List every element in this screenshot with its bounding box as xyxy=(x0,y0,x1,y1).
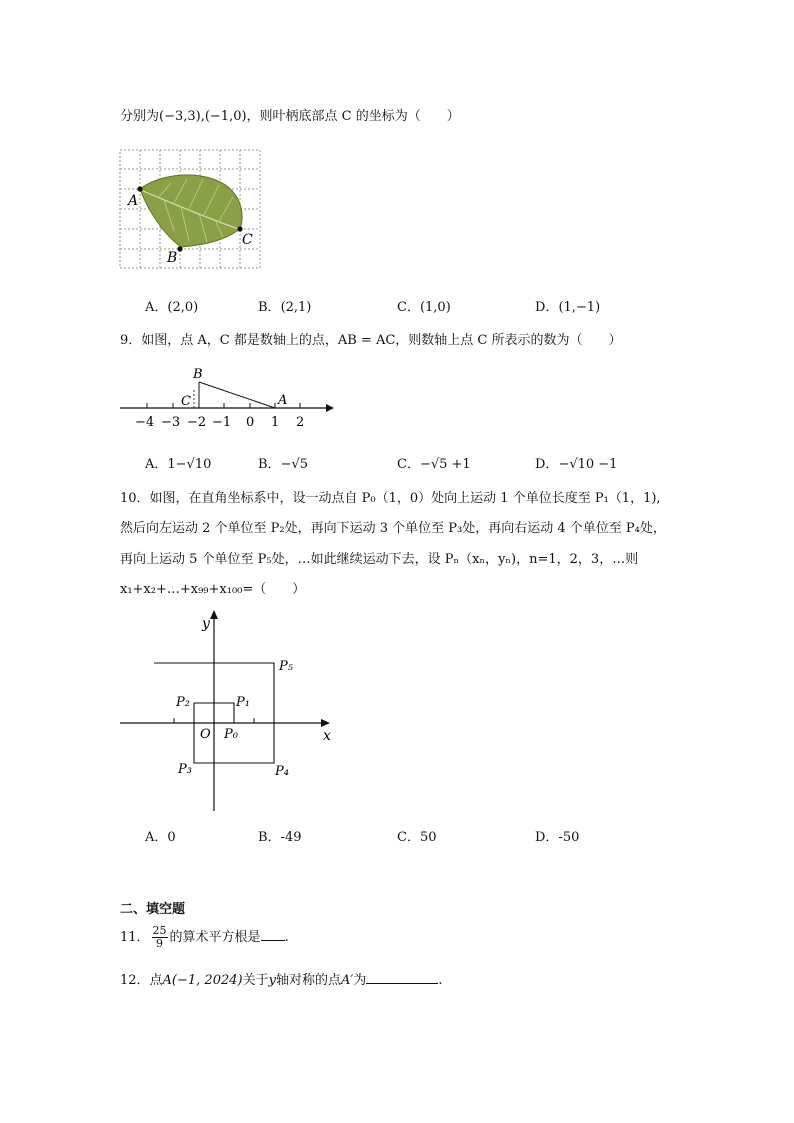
q11-answer-blank[interactable] xyxy=(261,940,285,941)
q9-stem: 9．如图，点 A，C 都是数轴上的点，AB = AC，则数轴上点 C 所表示的数为（ ） xyxy=(120,333,622,348)
tick-label: −3 xyxy=(161,415,181,430)
label-origin: O xyxy=(200,727,211,742)
point-b xyxy=(177,246,182,251)
tick-label: −1 xyxy=(212,415,232,430)
tick-label: 2 xyxy=(296,415,305,430)
q9-option-a[interactable]: A．1−√10 xyxy=(145,457,212,472)
label-a: A xyxy=(128,193,139,209)
q8-option-c[interactable]: C．(1,0) xyxy=(397,300,451,315)
label-b: B xyxy=(167,250,178,266)
label-c: C xyxy=(181,394,191,409)
label-b: B xyxy=(193,367,203,382)
q10-line-2: 然后向左运动 2 个单位至 P₂处，再向下运动 3 个单位至 P₃处，再向右运动 4 个单位至 P₄处， xyxy=(120,521,666,536)
q10-line-4: x₁+x₂+…+x₉₉+x₁₀₀=（ ） xyxy=(120,582,306,597)
tick-label: −2 xyxy=(187,415,207,430)
q9-option-c[interactable]: C．−√5 +1 xyxy=(397,457,471,472)
label-p3: P₃ xyxy=(178,762,192,777)
axis-label-x: x xyxy=(323,728,331,744)
q12-answer-blank[interactable] xyxy=(366,983,438,984)
coordinate-spiral-figure xyxy=(118,606,340,816)
q11: 11． $\frac{25}{9}$ 的算术平方根是 . xyxy=(120,924,289,950)
q10-option-c[interactable]: C．50 xyxy=(397,830,437,845)
q8-option-b[interactable]: B．(2,1) xyxy=(258,300,312,315)
q8-stem-line: 分别为(−3,3),(−1,0)，则叶柄底部点 C 的坐标为（ ） xyxy=(120,109,460,124)
axis-label-y: y xyxy=(202,616,210,632)
leaf-grid-figure xyxy=(119,149,264,271)
q10-option-a[interactable]: A．0 xyxy=(145,830,176,845)
q11-fraction: $\frac{25}{9}$ xyxy=(152,924,167,950)
label-p1: P₁ xyxy=(236,695,250,710)
label-a: A xyxy=(278,393,288,408)
tick-label: −4 xyxy=(135,415,155,430)
tick-label: 0 xyxy=(246,415,255,430)
label-p0: P₀ xyxy=(224,727,238,742)
section-title: 二、填空题 xyxy=(120,902,186,917)
label-p5: P₅ xyxy=(279,659,293,674)
tick-label: 1 xyxy=(271,415,280,430)
point-c xyxy=(237,226,242,231)
label-p2: P₂ xyxy=(176,695,190,710)
q9-option-d[interactable]: D．−√10 −1 xyxy=(535,457,618,472)
q10-option-b[interactable]: B．-49 xyxy=(258,830,302,845)
q12: 12．点A(−1, 2024)关于y轴对称的点A′为 . xyxy=(120,973,443,988)
point-a xyxy=(137,186,142,191)
number-line-figure xyxy=(118,364,340,430)
q10-option-d[interactable]: D．-50 xyxy=(535,830,580,845)
label-c: C xyxy=(242,232,253,248)
q9-option-b[interactable]: B．−√5 xyxy=(258,457,309,472)
q8-option-a[interactable]: A．(2,0) xyxy=(145,300,199,315)
q10-line-3: 再向上运动 5 个单位至 P₅处，…如此继续运动下去，设 Pₙ（xₙ，yₙ)，n=1，2，3，…则 xyxy=(120,552,639,567)
q8-option-d[interactable]: D．(1,−1) xyxy=(535,300,601,315)
q10-line-1: 10．如图，在直角坐标系中，设一动点自 P₀（1，0）处向上运动 1 个单位长度至 P₁（1，1), xyxy=(120,491,661,506)
label-p4: P₄ xyxy=(275,764,289,779)
